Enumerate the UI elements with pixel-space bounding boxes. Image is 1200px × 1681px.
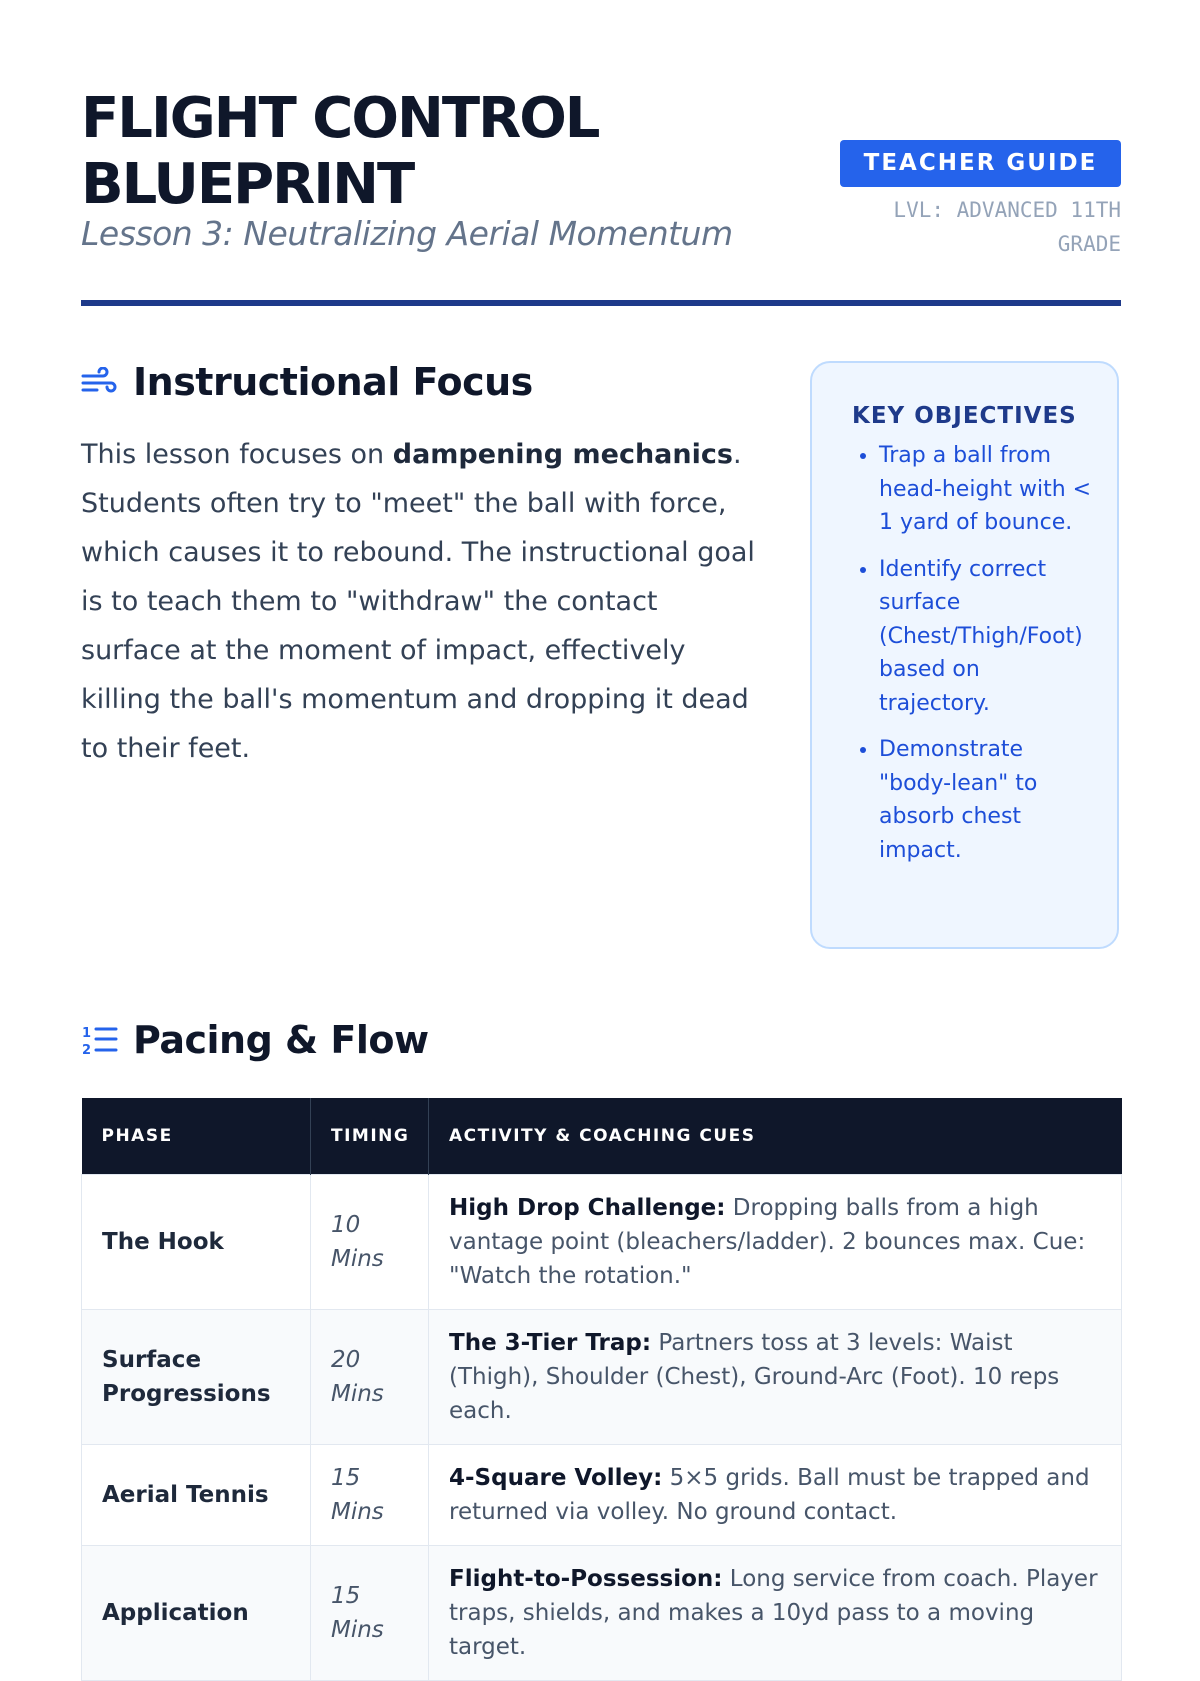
page-title: FLIGHT CONTROL BLUEPRINT [81,86,599,217]
table-row [82,1546,1122,1681]
pacing-heading-row [81,1018,1121,1062]
lesson-page [81,0,1121,1660]
activity-cell [429,1445,1122,1546]
wind-icon [81,367,119,397]
timing-cell: 15 Mins [311,1546,429,1681]
activity-cell [429,1546,1122,1681]
key-objectives-title: KEY OBJECTIVES [852,403,1077,429]
instructional-focus-text [81,430,761,773]
focus-text-part: This lesson focuses on [81,439,393,470]
header [81,0,1121,306]
table-row [82,1445,1122,1546]
teacher-guide-badge: TEACHER GUIDE [840,140,1121,187]
key-objectives-card [810,361,1119,949]
phase-cell: Aerial Tennis [82,1445,311,1546]
activity-cell [429,1175,1122,1310]
timing-cell: 15 Mins [311,1445,429,1546]
objective-item: • Demonstrate "body-lean" to absorb chest impact. [879,733,1093,867]
svg-text:2: 2 [82,1043,92,1057]
objective-item: • Identify correct surface (Chest/Thigh/Foot) based on trajectory. [879,553,1093,721]
timing-cell: 20 Mins [311,1310,429,1445]
grade-level-label: LVL: ADVANCED 11TH GRADE [893,198,1121,256]
focus-text-emphasis: dampening mechanics [392,439,733,470]
column-header-phase: PHASE [82,1098,311,1175]
activity-title: 4-Square Volley: [449,1465,663,1491]
phase-cell: Surface Progressions [82,1310,311,1445]
objectives-list [852,439,1093,867]
activity-description: Partners toss at 3 levels: Waist (Thigh), Shoulder (Chest), Ground-Arc (Foot). 10 reps each. [449,1330,1060,1424]
pacing-table [81,1098,1122,1681]
table-header-row [82,1098,1122,1175]
timing-cell: 10 Mins [311,1175,429,1310]
activity-cell [429,1310,1122,1445]
objective-item: • Trap a ball from head-height with < 1 yard of bounce. [879,439,1093,540]
column-header-timing: TIMING [311,1098,429,1175]
activity-title: The 3-Tier Trap: [449,1330,652,1356]
activity-title: Flight-to-Possession: [449,1566,723,1592]
activity-title: High Drop Challenge: [449,1195,726,1221]
activity-description: 5×5 grids. Ball must be trapped and returned via volley. No ground contact. [449,1465,1090,1525]
phase-cell: The Hook [82,1175,311,1310]
instructional-focus-section [81,360,761,800]
table-row [82,1175,1122,1310]
instructional-focus-title: Instructional Focus [133,360,533,404]
table-row [82,1310,1122,1445]
page-subtitle: Lesson 3: Neutralizing Aerial Momentum [81,214,733,253]
pacing-section [81,1018,1121,1660]
activity-description: Long service from coach. Player traps, shields, and makes a 10yd pass to a moving target. [449,1566,1098,1660]
activity-description: Dropping balls from a high vantage point (bleachers/ladder). 2 bounces max. Cue: "Watch the rotation." [449,1195,1086,1289]
focus-text-part: . Students often try to "meet" the ball with force, which causes it to rebound. The instructional goal is to teach them to "withdraw" the contact surface at the moment of impact, effectively killing the ball's momentum and dropping it dead to their feet. [81,439,755,764]
header-divider [81,300,1121,306]
pacing-title: Pacing & Flow [133,1018,429,1062]
phase-cell: Application [82,1546,311,1681]
numbered-list-icon [81,1023,119,1057]
svg-text:1: 1 [82,1026,92,1041]
column-header-activity: ACTIVITY & COACHING CUES [429,1098,1122,1175]
instructional-focus-heading-row [81,360,761,404]
